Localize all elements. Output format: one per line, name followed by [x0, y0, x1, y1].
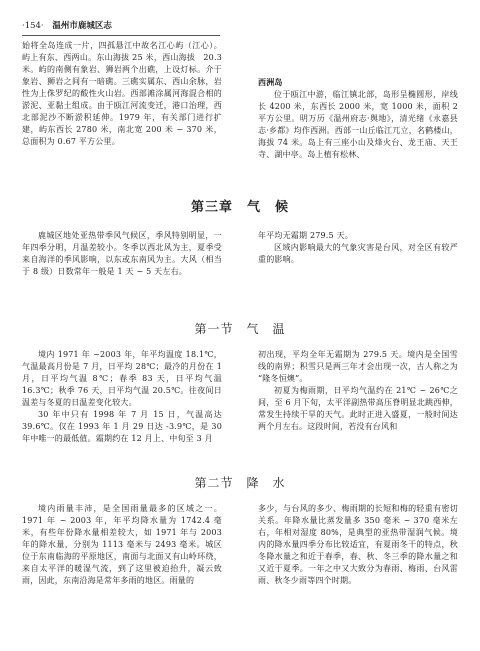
intro-left-column — [22, 230, 222, 278]
island-heading: 西洲岛 — [258, 78, 283, 87]
top-right-column — [258, 77, 458, 161]
book-title: 温州市鹿城区志 — [52, 21, 112, 31]
top-left-column — [22, 40, 222, 148]
page-number: ·154· — [22, 21, 44, 31]
paragraph: 初出现，平均全年无霜期为 279.5 天。境内是全国雪线的南界；积雪只是两三年才会出现一次，古人称之为 “隆冬恒燠”。 — [258, 350, 458, 383]
paragraph: 初夏为梅雨期，日平均气温约在 21℃ ~ 26℃之间，至 6 月下旬，太平洋副热带高压脊明显北跳西伸，常发生持续干旱的天气。此时正进入盛夏，一般时间达两个月左右。这段时间，若没有台风和 — [258, 386, 458, 431]
running-header — [22, 20, 220, 36]
paragraph: 境内雨量丰沛，是全国雨量最多的区域之一。1971 年 ~ 2003 年，年平均降水量为 1742.4 毫米，有些年份降水量相差较大，如 1971 年与 2003 年的降水量，分别为 1113 毫米与 2493 毫米。城区位于东南临海的平原地区，南面与北面又有山岭环绕，来自太平洋的暖湿气流，到了这里被迫抬升，凝云致雨，因此，东南沿海是常年多雨的地区。雨量的 — [22, 504, 222, 585]
paragraph: 境内 1971 年 ~2003 年，年平均温度 18.1℃，气温最高月份是 7 月，日平均 28℃；最冷的月份在 1 月，日平均气温 8℃；春季 83 天，日平均气温 16.3℃；秋季 76 天，日平均气温 20.5℃。往夜间日温差与冬夏的日温差变化较大。 — [22, 350, 222, 407]
paragraph: 位于瓯江中游，临江镇北部，岛形呈椭圆形，岸线长 4200 米，东西长 2000 米，宽 1000 米，面积 2 平方公里。明万历《温州府志·舆地》，清光绪《永嘉县志·乡都》均作西洲。西部一山丘临江兀立，名鹤楼山，海拔 74 米。岛上有三座小山及烽火台、龙王庙、天王寺、湖中亭。岛上植有松林、 — [258, 90, 458, 159]
paragraph: 30 年中只有 1998 年 7 月 15 日，气温高达 39.6℃。仅在 1993 年 1 月 29 日达 -3.9℃，是 30 年中唯一的最低值。霜期约在 12 月上、中旬至 3 月 — [22, 410, 222, 443]
intro-right-column — [258, 230, 458, 266]
paragraph: 始将全岛连成一片，四孤悬江中故名江心屿（江心）。屿上有东、西两山。东山海拔 25 米，西山海拔 20.3 米。屿的南侧有象岩、狮岩两个出礁，上设灯标。介于象岩、狮岩之间有一暗礁。三礁实属东、西山余脉，岩性为上侏罗纪的酸性火山岩。西部滩涂属河海混合相的淤泥、亚黏土组成。由于瓯江河流变迁，港口治理，西北部泥沙不断淤积延伸。1979 年，有关部门进行扩建，屿东西长 2780 米，南北宽 200 米 ~ 370 米，总面积为 0.67 平方公里。 — [22, 41, 222, 146]
precipitation-right-column — [258, 503, 458, 587]
paragraph: 年平均无霜期 279.5 天。 — [258, 231, 353, 240]
paragraph: 鹿城区地处亚热带季风气候区，季风特别明显，一年四季分明，月温差较小。冬季以西北风为主，夏季受来自海洋的季风影响，以东或东南风为主。大风（相当于 8 级）日数常年一般是 1 天 ~ 5 天左右。 — [22, 231, 222, 276]
paragraph: 多少，与台风的多少、梅雨期的长短和梅的轻重有密切关系。年降水量比蒸发量多 350 毫米 ~ 370 毫米左右，年相对湿度 80%，是典型的亚热带湿润气候。境内的降水量四季分布比较适宜，有夏雨冬干的特点，秋冬降水量之和近于春季，春、秋、冬三季的降水量之和又近于夏季。一年之中又大致分为春雨、梅雨、台风雷雨、秋冬少雨等四个时期。 — [258, 504, 458, 585]
section-title-precipitation: 第二节 降 水 — [194, 476, 286, 490]
precipitation-left-column — [22, 503, 222, 587]
paragraph: 区域内影响最大的气象灾害是台风，对全区有较严重的影响。 — [258, 243, 458, 264]
temperature-left-column — [22, 349, 222, 445]
temperature-right-column — [258, 349, 458, 433]
chapter-title: 第三章 气 候 — [190, 200, 289, 215]
section-title-temperature: 第一节 气 温 — [194, 322, 286, 336]
